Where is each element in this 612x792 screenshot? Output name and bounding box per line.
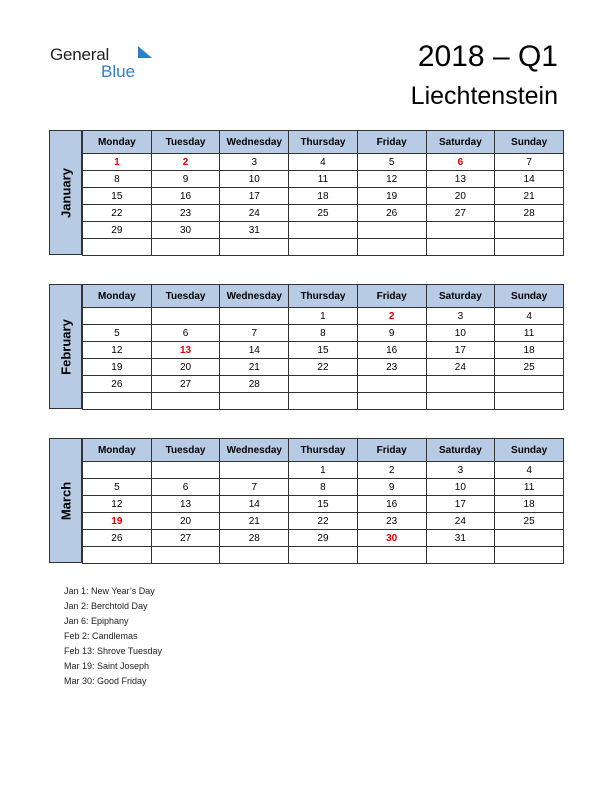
empty-day-cell — [357, 547, 426, 564]
day-cell: 18 — [495, 342, 564, 359]
week-row — [83, 530, 564, 547]
holiday-note: Mar 30: Good Friday — [64, 676, 147, 686]
day-cell: 9 — [357, 479, 426, 496]
month-table — [82, 438, 564, 564]
month-calendar-march — [49, 438, 564, 563]
empty-day-cell — [357, 239, 426, 256]
day-cell: 18 — [289, 188, 358, 205]
month-calendar-february — [49, 284, 564, 409]
day-cell: 26 — [83, 530, 152, 547]
month-name: February — [58, 318, 73, 375]
week-row — [83, 479, 564, 496]
weekday-header: Sunday — [495, 131, 564, 154]
weekday-header: Tuesday — [151, 131, 220, 154]
day-cell: 24 — [426, 359, 495, 376]
week-row — [83, 513, 564, 530]
holiday-note: Jan 2: Berchtold Day — [64, 601, 148, 611]
day-cell: 2 — [151, 154, 220, 171]
day-cell: 4 — [495, 308, 564, 325]
weekday-header: Wednesday — [220, 285, 289, 308]
weekday-header: Wednesday — [220, 131, 289, 154]
day-cell: 19 — [83, 359, 152, 376]
day-cell: 16 — [357, 496, 426, 513]
day-cell: 23 — [357, 359, 426, 376]
day-cell: 15 — [83, 188, 152, 205]
empty-day-cell — [426, 239, 495, 256]
day-cell: 23 — [357, 513, 426, 530]
day-cell: 17 — [426, 342, 495, 359]
holiday-note: Jan 6: Epiphany — [64, 616, 129, 626]
day-cell: 27 — [151, 530, 220, 547]
empty-day-cell — [495, 530, 564, 547]
day-cell: 14 — [220, 496, 289, 513]
day-cell: 3 — [426, 462, 495, 479]
day-cell: 22 — [83, 205, 152, 222]
day-cell: 6 — [151, 325, 220, 342]
empty-day-cell — [83, 239, 152, 256]
week-row — [83, 325, 564, 342]
day-cell: 13 — [151, 342, 220, 359]
week-row — [83, 359, 564, 376]
day-cell: 28 — [220, 376, 289, 393]
holiday-note: Feb 2: Candlemas — [64, 631, 138, 641]
day-cell: 11 — [289, 171, 358, 188]
day-cell: 25 — [495, 513, 564, 530]
day-cell: 5 — [83, 479, 152, 496]
day-cell: 31 — [426, 530, 495, 547]
day-cell: 2 — [357, 462, 426, 479]
day-cell: 16 — [357, 342, 426, 359]
day-cell: 8 — [289, 479, 358, 496]
day-cell: 20 — [151, 513, 220, 530]
day-cell: 5 — [83, 325, 152, 342]
weekday-header: Sunday — [495, 439, 564, 462]
day-cell: 21 — [220, 513, 289, 530]
weekday-header: Tuesday — [151, 439, 220, 462]
holiday-note: Feb 13: Shrove Tuesday — [64, 646, 163, 656]
day-cell: 3 — [426, 308, 495, 325]
day-cell: 3 — [220, 154, 289, 171]
day-cell: 6 — [151, 479, 220, 496]
day-cell: 12 — [83, 496, 152, 513]
day-cell: 8 — [83, 171, 152, 188]
day-cell: 28 — [220, 530, 289, 547]
day-cell: 19 — [83, 513, 152, 530]
weekday-header: Sunday — [495, 285, 564, 308]
week-row — [83, 547, 564, 564]
day-cell: 24 — [426, 513, 495, 530]
day-cell: 7 — [495, 154, 564, 171]
weekday-header: Thursday — [289, 285, 358, 308]
day-cell: 17 — [220, 188, 289, 205]
empty-day-cell — [426, 376, 495, 393]
day-cell: 30 — [357, 530, 426, 547]
day-cell: 31 — [220, 222, 289, 239]
weekday-header: Monday — [83, 285, 152, 308]
day-cell: 7 — [220, 479, 289, 496]
week-row — [83, 462, 564, 479]
empty-day-cell — [151, 393, 220, 410]
holiday-note: Jan 1: New Year’s Day — [64, 586, 155, 596]
day-cell: 13 — [151, 496, 220, 513]
month-name: January — [58, 167, 73, 218]
empty-day-cell — [220, 462, 289, 479]
week-row — [83, 393, 564, 410]
empty-day-cell — [495, 222, 564, 239]
weekday-header: Friday — [357, 439, 426, 462]
day-cell: 29 — [83, 222, 152, 239]
empty-day-cell — [151, 547, 220, 564]
empty-day-cell — [220, 239, 289, 256]
day-cell: 12 — [357, 171, 426, 188]
day-cell: 15 — [289, 496, 358, 513]
day-cell: 9 — [357, 325, 426, 342]
page-title: 2018 – Q1 — [417, 40, 558, 73]
empty-day-cell — [83, 547, 152, 564]
day-cell: 12 — [83, 342, 152, 359]
empty-day-cell — [495, 239, 564, 256]
empty-day-cell — [289, 393, 358, 410]
weekday-header-row — [83, 439, 564, 462]
day-cell: 22 — [289, 513, 358, 530]
weekday-header-row — [83, 285, 564, 308]
week-row — [83, 308, 564, 325]
week-row — [83, 188, 564, 205]
day-cell: 26 — [357, 205, 426, 222]
day-cell: 27 — [151, 376, 220, 393]
day-cell: 17 — [426, 496, 495, 513]
day-cell: 23 — [151, 205, 220, 222]
empty-day-cell — [426, 547, 495, 564]
weekday-header: Saturday — [426, 285, 495, 308]
day-cell: 15 — [289, 342, 358, 359]
day-cell: 1 — [289, 308, 358, 325]
week-row — [83, 239, 564, 256]
week-row — [83, 222, 564, 239]
day-cell: 28 — [495, 205, 564, 222]
week-row — [83, 205, 564, 222]
day-cell: 20 — [426, 188, 495, 205]
day-cell: 13 — [426, 171, 495, 188]
day-cell: 4 — [495, 462, 564, 479]
day-cell: 16 — [151, 188, 220, 205]
day-cell: 5 — [357, 154, 426, 171]
day-cell: 9 — [151, 171, 220, 188]
day-cell: 4 — [289, 154, 358, 171]
empty-day-cell — [151, 308, 220, 325]
holiday-notes — [64, 584, 162, 689]
day-cell: 30 — [151, 222, 220, 239]
empty-day-cell — [220, 393, 289, 410]
day-cell: 14 — [220, 342, 289, 359]
empty-day-cell — [151, 239, 220, 256]
month-calendar-january — [49, 130, 564, 255]
day-cell: 1 — [83, 154, 152, 171]
weekday-header: Friday — [357, 285, 426, 308]
day-cell: 19 — [357, 188, 426, 205]
week-row — [83, 171, 564, 188]
day-cell: 6 — [426, 154, 495, 171]
day-cell: 27 — [426, 205, 495, 222]
day-cell: 18 — [495, 496, 564, 513]
day-cell: 10 — [220, 171, 289, 188]
month-label-box — [49, 284, 82, 409]
week-row — [83, 342, 564, 359]
brand-blue: Blue — [101, 62, 136, 81]
weekday-header: Thursday — [289, 131, 358, 154]
weekday-header: Tuesday — [151, 285, 220, 308]
day-cell: 1 — [289, 462, 358, 479]
empty-day-cell — [220, 547, 289, 564]
day-cell: 20 — [151, 359, 220, 376]
empty-day-cell — [426, 393, 495, 410]
empty-day-cell — [357, 376, 426, 393]
weekday-header: Saturday — [426, 131, 495, 154]
month-table — [82, 130, 564, 256]
week-row — [83, 154, 564, 171]
brand-logo — [50, 44, 150, 82]
empty-day-cell — [289, 376, 358, 393]
day-cell: 25 — [495, 359, 564, 376]
empty-day-cell — [426, 222, 495, 239]
country-name: Liechtenstein — [410, 82, 558, 110]
holiday-note: Mar 19: Saint Joseph — [64, 661, 150, 671]
week-row — [83, 376, 564, 393]
empty-day-cell — [289, 239, 358, 256]
day-cell: 11 — [495, 325, 564, 342]
week-row — [83, 496, 564, 513]
empty-day-cell — [357, 393, 426, 410]
day-cell: 14 — [495, 171, 564, 188]
brand-general: General — [50, 45, 110, 64]
empty-day-cell — [289, 547, 358, 564]
day-cell: 10 — [426, 479, 495, 496]
month-label-box — [49, 438, 82, 563]
empty-day-cell — [495, 547, 564, 564]
empty-day-cell — [495, 393, 564, 410]
logo-flag-icon — [138, 46, 152, 62]
weekday-header-row — [83, 131, 564, 154]
weekday-header: Monday — [83, 439, 152, 462]
day-cell: 29 — [289, 530, 358, 547]
empty-day-cell — [495, 376, 564, 393]
empty-day-cell — [151, 462, 220, 479]
day-cell: 7 — [220, 325, 289, 342]
empty-day-cell — [357, 222, 426, 239]
empty-day-cell — [83, 393, 152, 410]
empty-day-cell — [289, 222, 358, 239]
empty-day-cell — [83, 462, 152, 479]
day-cell: 24 — [220, 205, 289, 222]
day-cell: 22 — [289, 359, 358, 376]
weekday-header: Wednesday — [220, 439, 289, 462]
day-cell: 2 — [357, 308, 426, 325]
empty-day-cell — [220, 308, 289, 325]
weekday-header: Thursday — [289, 439, 358, 462]
day-cell: 26 — [83, 376, 152, 393]
empty-day-cell — [83, 308, 152, 325]
day-cell: 21 — [220, 359, 289, 376]
day-cell: 10 — [426, 325, 495, 342]
day-cell: 8 — [289, 325, 358, 342]
day-cell: 25 — [289, 205, 358, 222]
weekday-header: Saturday — [426, 439, 495, 462]
day-cell: 11 — [495, 479, 564, 496]
weekday-header: Monday — [83, 131, 152, 154]
month-name: March — [58, 481, 73, 520]
weekday-header: Friday — [357, 131, 426, 154]
month-label-box — [49, 130, 82, 255]
month-table — [82, 284, 564, 410]
day-cell: 21 — [495, 188, 564, 205]
